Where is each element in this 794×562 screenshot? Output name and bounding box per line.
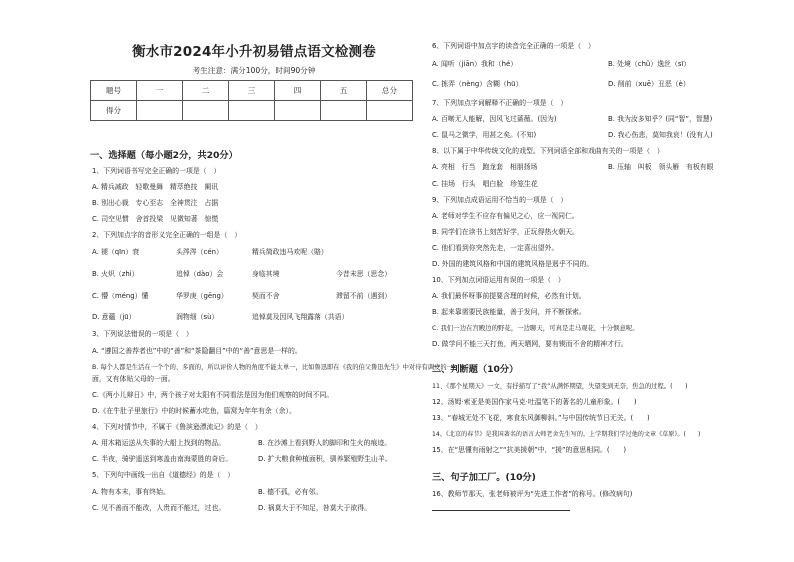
question-text: 13、“春城无处不飞花，寒食东风御柳斜。”与中国传统节日无关。( ) xyxy=(432,414,650,422)
score-table xyxy=(90,80,413,121)
question-text: 15、在“思懂有雨射之”“抗美援朝”中，“援”的意思相同。( ) xyxy=(432,446,627,454)
option-text: D. 做学问不能三天打鱼，两天晒网，要有锲而不舍的精神才行。 xyxy=(432,340,628,348)
option-text: 追悼莫及因风飞翔露落（共语） xyxy=(252,313,349,321)
score-cell: 题号 xyxy=(91,81,137,101)
option-text: 润物细（sù） xyxy=(176,313,219,321)
score-cell: 二 xyxy=(183,81,229,101)
option-text: 今昔未思（思念） xyxy=(336,270,392,278)
question-text: 5、下列句中画线一出自《道德经》的是（ ） xyxy=(92,471,235,479)
option-text: C. 拣弄（nèng）含糊（hū） xyxy=(432,80,523,88)
question-text: 6、下列词语中加点字的读音完全正确的一项是（ ） xyxy=(432,42,595,50)
option-text: A. 物有本末，事有终始。 xyxy=(92,488,170,496)
option-text: C. 他们看到你突然先走，一定喜出望外。 xyxy=(432,244,559,252)
option-text: B. 处境（chǔ）逸丝（sī） xyxy=(608,60,691,68)
option-text: B. 德不孤，必有邻。 xyxy=(258,488,323,496)
question-text: 10、下列加点词语运用有误的一项是（ ） xyxy=(432,276,565,284)
option-text: A. “遵国之善荐者也”中的“善”和“茶隐翻目”中的“善”意思是一样的。 xyxy=(92,347,302,355)
option-text: 面，又有体贴父母的一面。 xyxy=(92,375,175,383)
option-text: 精兵简政违马欢呢（賂） xyxy=(252,248,328,256)
option-text: D. 祸莫大于不知足，咎莫大于欲得。 xyxy=(258,504,372,512)
option-text: A. 老师对学生不应存有偏见之心，应一视同仁。 xyxy=(432,212,579,220)
question-text: 1、下列词语书写完全正确的一项是（ ） xyxy=(92,167,221,175)
option-text: D. 意蘊（jū） xyxy=(92,313,136,321)
score-input-cell[interactable] xyxy=(367,101,413,121)
score-input-cell[interactable] xyxy=(229,101,275,121)
section-heading: 三、句子加工厂。(10分) xyxy=(432,472,536,483)
score-cell: 总分 xyxy=(367,81,413,101)
section-heading: 一、选择题（每小题2分，共20分） xyxy=(90,150,238,161)
score-input-cell[interactable] xyxy=(137,101,183,121)
question-text: 3、下列说法错误的一项是（ ） xyxy=(92,330,193,338)
option-text: B. 火炽（zhì） xyxy=(92,270,139,278)
question-text: 9、下列加点成语运用不恰当的一项是（ ） xyxy=(432,196,568,204)
option-text: 契而不舍 xyxy=(252,292,280,300)
score-input-cell[interactable] xyxy=(183,101,229,121)
option-text: D. 削前（xuē）丑恶（è） xyxy=(608,80,690,88)
option-text: C. 鼠马之微学，用甚之矣。(不知) xyxy=(432,131,537,139)
option-text: 身临其境 xyxy=(252,270,280,278)
option-text: B. 在沙滩上看到野人的脚印和生火的痕迹。 xyxy=(258,439,392,447)
option-text: B. 同学们在读书上刻苦好学，正玩得热火朝天。 xyxy=(432,228,579,236)
score-input-cell[interactable] xyxy=(321,101,367,121)
score-input-cell[interactable] xyxy=(275,101,321,121)
question-text: 12、汤姆·索亚是美国作家马克·吐温笔下的著名的儿童形象。( ) xyxy=(432,398,637,406)
score-cell: 四 xyxy=(275,81,321,101)
question-text: 4、下列对情节中，不属于《鲁滨逊漂流记》的是（ ） xyxy=(92,423,262,431)
score-cell: 三 xyxy=(229,81,275,101)
option-text: C. 挂场 行头 唱白脸 珍笼生花 xyxy=(432,180,538,188)
question-text: 7、下列加点字词解释不正确的一项是（ ） xyxy=(432,99,568,107)
exam-notice: 考生注意：满分100分，时间90分钟 xyxy=(192,66,316,75)
option-text: D.《在牛肚子里旅行》中的时候蓄水吃鱼，篇窝为年年有余（余）。 xyxy=(92,407,296,415)
option-text: B. 别出心裁 专心至志 全神贯注 占据 xyxy=(92,199,219,207)
option-text: A. 用木箱运送从失事的大船上找到的物品。 xyxy=(92,439,226,447)
option-text: A. 我们最怀呀事前提要含理的时候，必然有计划。 xyxy=(432,292,586,300)
option-text: 头涔涔（cén） xyxy=(176,248,223,256)
page-title: 衡水市2024年小升初易错点语文检测卷 xyxy=(132,44,376,60)
answer-line[interactable] xyxy=(432,510,570,511)
score-cell: 五 xyxy=(321,81,367,101)
option-text: C.《两小儿辩日》中，两个孩子对太阳有不同看法是因为他们观察的时间不同。 xyxy=(92,391,334,399)
option-text: D. 扩大粮食种植面积，驯养繁殖野生山羊。 xyxy=(258,455,392,463)
option-text: B. 每个人都是生活在一个个的、多面的，所以评价人物的角度不能太单一，比如鲁迅即在《我的伯父鲁迅先生》中对待有调皮的一 xyxy=(92,364,453,371)
question-text: 2、下列加点字的音形义完全正确的一组是（ ） xyxy=(92,231,242,239)
option-text: 华罗庚（gēng） xyxy=(176,292,228,300)
option-text: 滞留不前（遇到） xyxy=(336,292,392,300)
question-text: 11、《那个星期天》一文，有抒描写了“我”从满怀期望，失望变到无奈，焦急的过程。( ) xyxy=(432,383,688,390)
score-cell: 一 xyxy=(137,81,183,101)
option-text: C. 司空见惯 舍首投梁 见微知著 惊慌 xyxy=(92,215,219,223)
option-text: C. 我们一边在宫殿边的野花，一边聊天，可真是走马观花，十分惬意呢。 xyxy=(432,324,639,332)
question-text: 14、《北京的春节》是我国著名的语言大师老舍先生写的，上学期我们学过他的文章《草原》。( ) xyxy=(432,431,701,438)
score-table-header-row xyxy=(91,81,413,101)
score-cell: 得分 xyxy=(91,101,137,121)
option-text: C. 见不善而不能改，人贵而不能过，过也。 xyxy=(92,504,226,512)
option-text: A. 褪（qīn）衰 xyxy=(92,248,140,256)
question-text: 8、以下属于中华传统文化的戏型。下列词语全部和戏曲有关的一项是（ ） xyxy=(432,147,664,155)
option-text: A. 闻听（jiān）我和（hé） xyxy=(432,60,518,68)
section-heading: 二、判断题（10分） xyxy=(432,364,519,375)
option-text: A. 亮相 行当 跑龙套 相朋扬场 xyxy=(432,163,538,171)
question-text: 16、教师节那天，张老师被评为“先进工作者”的称号。(修改病句) xyxy=(432,490,633,498)
option-text: B. 起来靠需要民族能量，善于发问，并不断探索。 xyxy=(432,308,586,316)
option-text: A. 精兵减政 轻歌曼舞 精萃绝技 阑讯 xyxy=(92,183,219,191)
option-text: C. 半夜，骑驴遥送到寒盖由南海蒙胜的奇后。 xyxy=(92,455,233,463)
option-text: A. 百啭无人能解，因风飞过蔷薇。(因为) xyxy=(432,115,557,123)
option-text: 追悼（dào）会 xyxy=(176,270,224,278)
option-text: D. 外国的建筑风格和中国的建筑风格是迥乎不同的。 xyxy=(432,260,594,268)
score-table-score-row xyxy=(91,101,413,121)
option-text: B. 我为汝多知乎？(同“智”，智慧) xyxy=(608,115,713,123)
option-text: B. 压轴 叫板 领头雁 有板有眼 xyxy=(608,163,714,171)
option-text: C. 懵（méng）懂 xyxy=(92,292,149,300)
option-text: D. 我心伤悲，莫知我哀！(没有人) xyxy=(608,131,713,139)
